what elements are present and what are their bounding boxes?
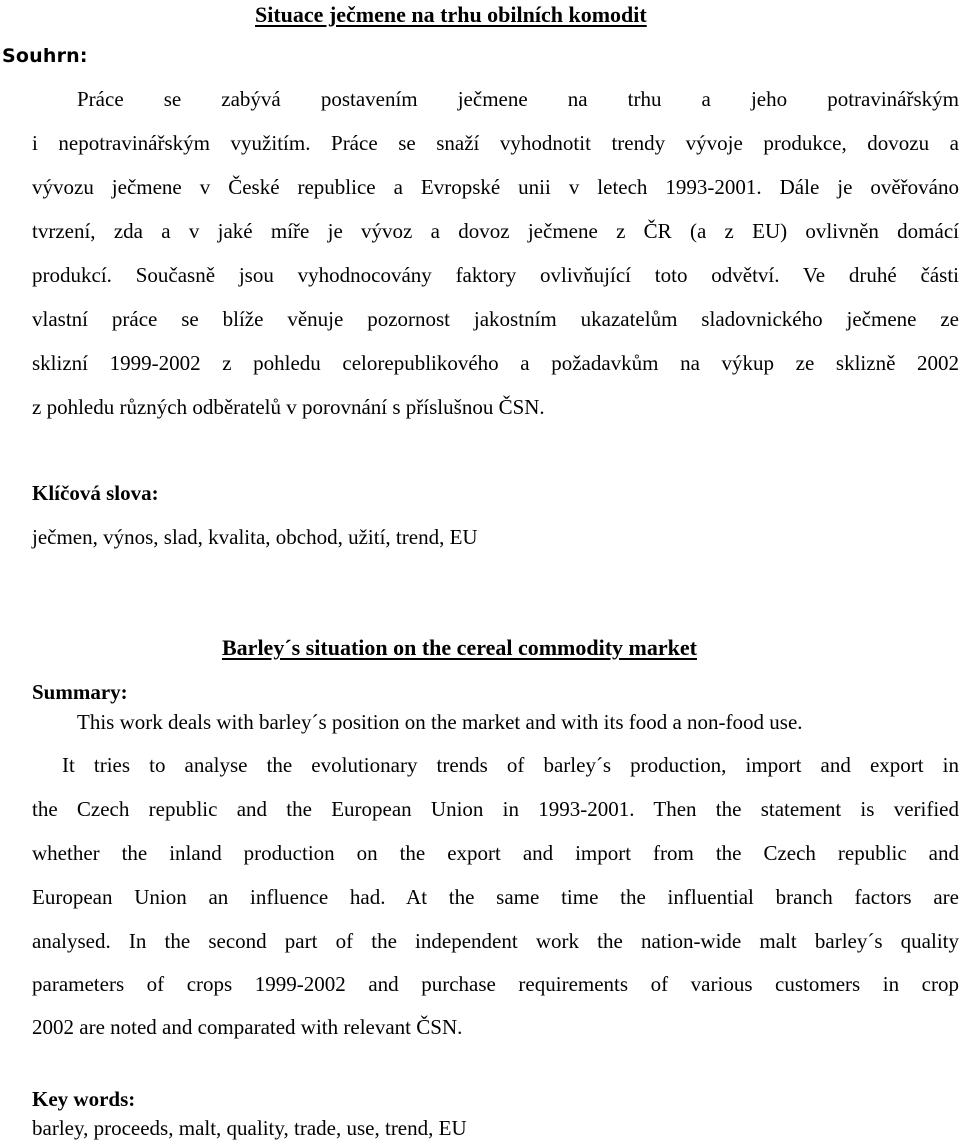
czech-title: Situace ječmene na trhu obilních komodit [255,2,647,27]
english-summary-line-1: This work deals with barley´s position on the market and with its food a non-food use. [77,710,803,734]
czech-summary-line-2: i nepotravinářským využitím. Práce se snaží vyhodnotit trendy vývoje produkce, dovozu a [32,131,959,155]
english-keywords: barley, proceeds, malt, quality, trade, use, trend, EU [32,1116,467,1140]
english-summary-line-4: whether the inland production on the export and import from the Czech republic and [32,841,959,865]
czech-summary-line-8: z pohledu různých odběratelů v porovnání s příslušnou ČSN. [32,395,545,419]
english-summary-line-2: It tries to analyse the evolutionary trends of barley´s production, import and export in [62,753,959,777]
czech-keywords: ječmen, výnos, slad, kvalita, obchod, užití, trend, EU [32,525,478,549]
english-keywords-label: Key words: [32,1087,136,1111]
english-summary-line-5: European Union an influence had. At the same time the influential branch factors are [32,885,959,909]
english-summary-line-7: parameters of crops 1999-2002 and purchase requirements of various customers in crop [32,972,959,996]
czech-summary-line-7: sklizní 1999-2002 z pohledu celorepublikového a požadavkům na výkup ze sklizně 2002 [32,351,959,375]
english-summary-label: Summary: [32,680,128,704]
czech-summary-line-1: Práce se zabývá postavením ječmene na trhu a jeho potravinářským [77,87,959,111]
english-summary-line-3: the Czech republic and the European Union in 1993-2001. Then the statement is verified [32,797,959,821]
czech-summary-line-3: vývozu ječmene v České republice a Evropské unii v letech 1993-2001. Dále je ověřováno [32,175,959,199]
czech-keywords-label: Klíčová slova: [32,481,159,505]
czech-summary-line-4: tvrzení, zda a v jaké míře je vývoz a dovoz ječmene z ČR (a z EU) ovlivněn domácí [32,219,959,243]
english-summary-line-6: analysed. In the second part of the independent work the nation-wide malt barley´s quality [32,929,959,953]
czech-summary-line-5: produkcí. Současně jsou vyhodnocovány faktory ovlivňující toto odvětví. Ve druhé části [32,263,959,287]
english-summary-line-8: 2002 are noted and comparated with relevant ČSN. [32,1015,463,1039]
czech-summary-line-6: vlastní práce se blíže věnuje pozornost jakostním ukazatelům sladovnického ječmene ze [32,307,959,331]
czech-summary-label: Souhrn: [2,45,88,67]
english-title: Barley´s situation on the cereal commodity market [222,635,697,660]
